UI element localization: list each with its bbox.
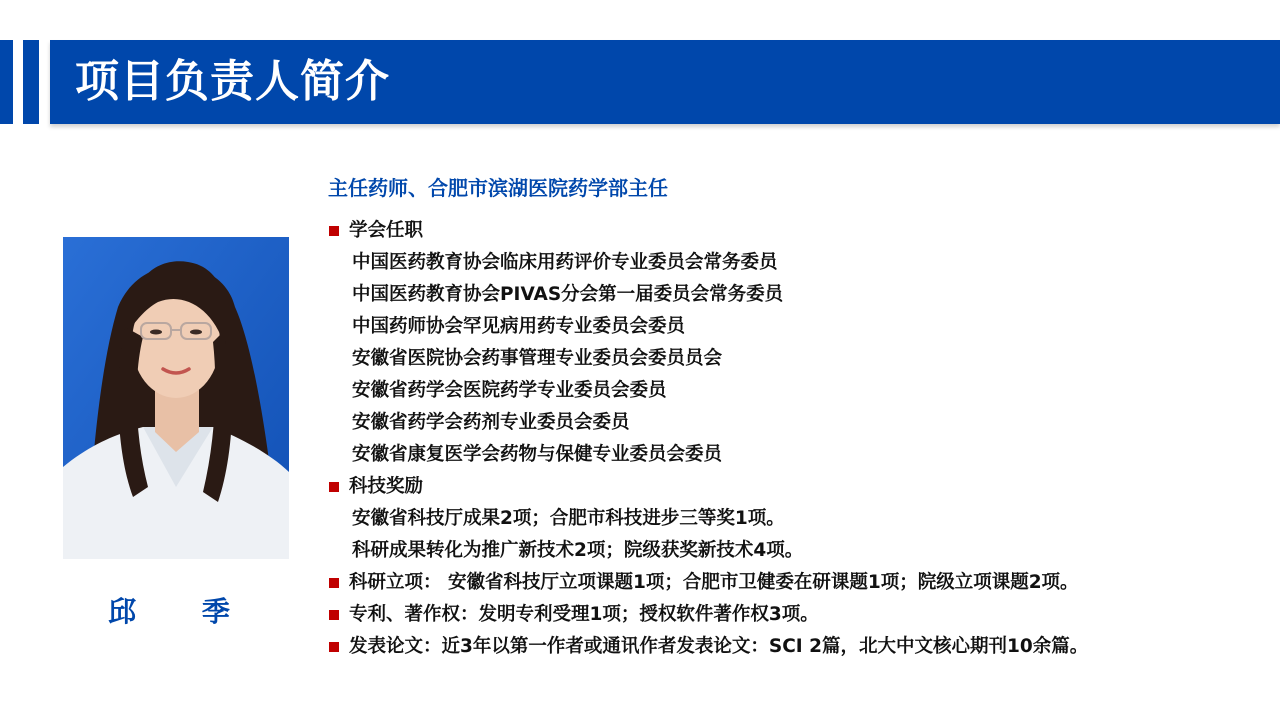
section-heading	[328, 471, 1268, 503]
header-accent-bar	[0, 40, 13, 124]
list-item: 安徽省药学会药剂专业委员会委员	[352, 412, 630, 433]
section-heading-text: 发表论文：近3年以第一作者或通讯作者发表论文：SCI 2篇，北大中文核心期刊10余篇。	[349, 636, 1089, 657]
page-title: 项目负责人简介	[75, 56, 390, 107]
person-name: 邱 季	[108, 595, 258, 628]
bullet-square-icon	[329, 578, 339, 588]
profile-photo	[63, 237, 289, 559]
header-band	[50, 40, 1280, 124]
section-heading-text: 专利、著作权：发明专利受理1项；授权软件著作权3项。	[349, 604, 819, 625]
list-item: 安徽省康复医学会药物与保健专业委员会委员	[352, 444, 723, 465]
list-item: 安徽省科技厅成果2项；合肥市科技进步三等奖1项。	[352, 508, 785, 529]
list-item: 中国医药教育协会临床用药评价专业委员会常务委员	[352, 252, 778, 273]
list-item: 中国药师协会罕见病用药专业委员会委员	[352, 316, 686, 337]
list-item: 科研成果转化为推广新技术2项；院级获奖新技术4项。	[352, 540, 804, 561]
list-item: 安徽省药学会医院药学专业委员会委员	[352, 380, 667, 401]
profile-details	[328, 215, 1268, 663]
section-heading-text: 科技奖励	[349, 476, 424, 497]
bullet-square-icon	[329, 610, 339, 620]
section-heading	[328, 215, 1268, 247]
section-heading	[328, 599, 1268, 631]
section-heading	[328, 631, 1268, 663]
list-item: 中国医药教育协会PIVAS分会第一届委员会常务委员	[352, 284, 784, 305]
section-heading-text: 科研立项： 安徽省科技厅立项课题1项；合肥市卫健委在研课题1项；院级立项课题2项。	[349, 572, 1079, 593]
section-heading	[328, 567, 1268, 599]
bullet-square-icon	[329, 226, 339, 236]
list-item: 安徽省医院协会药事管理专业委员会委员员会	[352, 348, 723, 369]
section-heading-text: 学会任职	[349, 220, 424, 241]
bullet-square-icon	[329, 482, 339, 492]
position-title: 主任药师、合肥市滨湖医院药学部主任	[328, 176, 668, 200]
header-accent-bar	[23, 40, 39, 124]
bullet-square-icon	[329, 642, 339, 652]
